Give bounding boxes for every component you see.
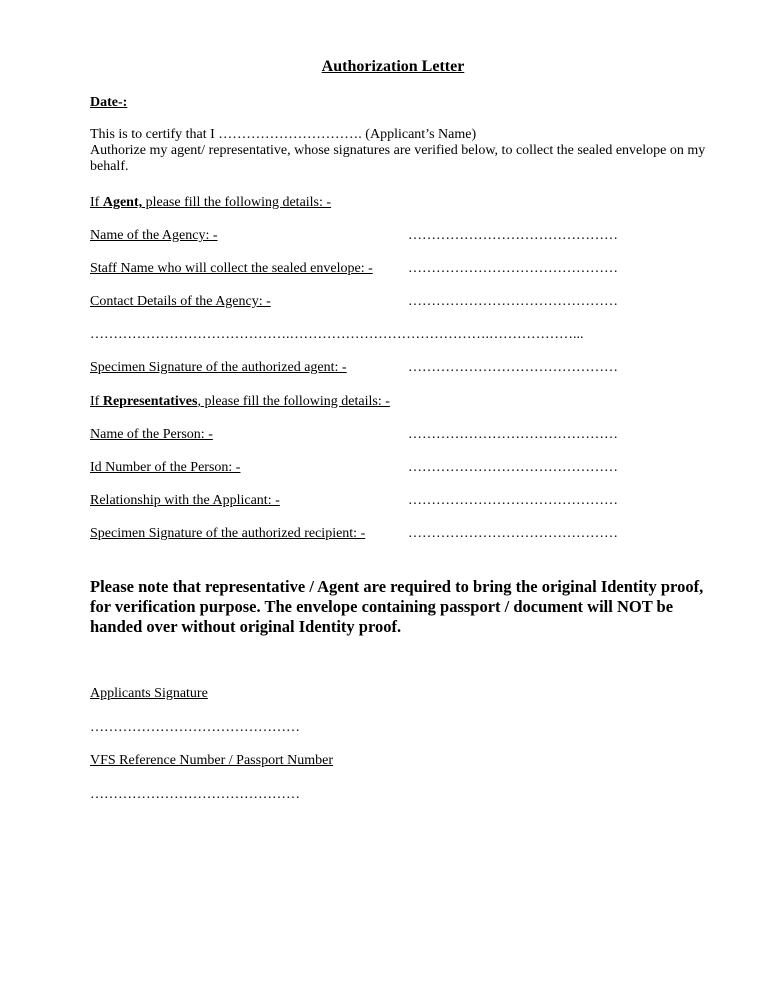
intro-line-2: Authorize my agent/ representative, whose signatures are verified below, to collect the sealed envelope on my behalf. xyxy=(90,143,706,174)
relationship-field[interactable]: ……………………………………… xyxy=(408,493,618,508)
page-title: Authorization Letter xyxy=(321,58,465,75)
agent-signature-label: Specimen Signature of the authorized agent: - xyxy=(90,360,347,375)
person-id-field[interactable]: ……………………………………… xyxy=(408,460,618,475)
rep-heading-bold: Representatives xyxy=(102,394,198,409)
agency-name-label: Name of the Agency: - xyxy=(90,228,218,243)
agent-section-heading xyxy=(90,195,331,211)
agency-contact-extra-line[interactable]: …………………………………….…………………………………….………………... xyxy=(90,327,584,342)
agency-name-field[interactable]: ……………………………………… xyxy=(408,228,618,243)
agent-heading-prefix: If xyxy=(90,195,103,210)
agent-heading-rest: please fill the following details: - xyxy=(142,195,332,210)
reference-number-label: VFS Reference Number / Passport Number xyxy=(90,753,334,768)
applicant-signature-label: Applicants Signature xyxy=(90,686,208,701)
agent-heading-bold: Agent, xyxy=(102,195,143,210)
recipient-signature-label: Specimen Signature of the authorized recipient: - xyxy=(90,526,366,541)
intro-line-1: This is to certify that I …………………………. (Applicant’s Name) xyxy=(90,127,477,142)
relationship-label: Relationship with the Applicant: - xyxy=(90,493,280,508)
date-label: Date-: xyxy=(90,95,128,110)
applicant-signature-field[interactable]: ……………………………………… xyxy=(90,720,300,735)
person-name-field[interactable]: ……………………………………… xyxy=(408,427,618,442)
staff-name-label: Staff Name who will collect the sealed envelope: - xyxy=(90,261,373,276)
intro-paragraph xyxy=(90,127,710,175)
staff-name-field[interactable]: ……………………………………… xyxy=(408,261,618,276)
rep-heading-prefix: If xyxy=(90,394,103,409)
agency-contact-label: Contact Details of the Agency: - xyxy=(90,294,271,309)
representative-section-heading xyxy=(90,394,390,410)
agent-signature-field[interactable]: ……………………………………… xyxy=(408,360,618,375)
important-note: Please note that representative / Agent are required to bring the original Identity proof, for verification purpose. The envelope containing passport / document will NOT be handed over without original Identity proof. xyxy=(90,577,704,636)
reference-number-field[interactable]: ……………………………………… xyxy=(90,787,300,802)
agency-contact-field[interactable]: ……………………………………… xyxy=(408,294,618,309)
person-id-label: Id Number of the Person: - xyxy=(90,460,241,475)
recipient-signature-field[interactable]: ……………………………………… xyxy=(408,526,618,541)
rep-heading-rest: , please fill the following details: - xyxy=(197,394,390,409)
person-name-label: Name of the Person: - xyxy=(90,427,213,442)
